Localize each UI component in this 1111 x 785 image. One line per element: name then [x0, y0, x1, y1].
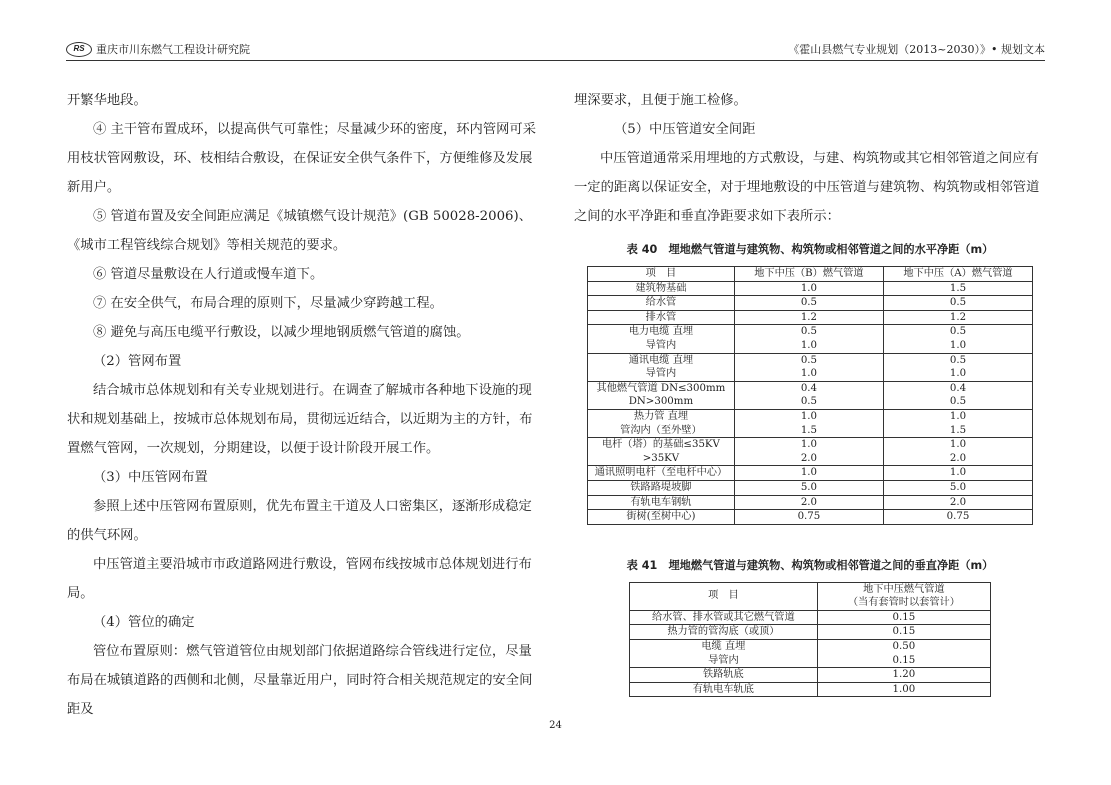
- table-40-cell-b: 5.0: [734, 480, 883, 495]
- table-40-cell-a: 2.0: [884, 495, 1033, 510]
- table-40-cell-b: 0.5: [734, 296, 883, 311]
- table-41-cell-item: 铁路轨底: [630, 668, 818, 683]
- table-40-cell-item: 通讯电缆 直埋 导管内: [588, 353, 735, 381]
- table-40-header-item: 项 目: [588, 267, 735, 282]
- right-paragraph: （5）中压管道安全间距: [614, 122, 756, 137]
- table-row: [630, 610, 991, 625]
- left-paragraph: ⑤ 管道布置及安全间距应满足《城镇燃气设计规范》(GB 50028-2006)、《城市工程管线综合规划》等相关规范的要求。: [67, 209, 532, 253]
- table-41-cell-item: 有轨电车轨底: [630, 682, 818, 697]
- table-40-cell-b: 1.0: [734, 466, 883, 481]
- table-41-cell-v: 1.00: [817, 682, 990, 697]
- table-row: [588, 409, 1033, 437]
- table-40-cell-item: 电力电缆 直埋 导管内: [588, 325, 735, 353]
- left-column: [67, 86, 537, 724]
- left-paragraph: （2）管网布置: [93, 354, 182, 369]
- table-41-header-item: 项 目: [630, 582, 818, 610]
- left-paragraph: （3）中压管网布置: [93, 470, 208, 485]
- left-paragraph: ⑦ 在安全供气，布局合理的原则下，尽量减少穿跨越工程。: [93, 296, 443, 311]
- table-40-cell-a: 5.0: [884, 480, 1033, 495]
- table-40-cell-item: 其他燃气管道 DN≤300mm DN>300mm: [588, 381, 735, 409]
- table-41-cell-v: 0.50 0.15: [817, 640, 990, 668]
- table-40-header-b: 地下中压（B）燃气管道: [734, 267, 883, 282]
- table-row: [630, 668, 991, 683]
- table-40-cell-b: 1.0 2.0: [734, 438, 883, 466]
- table-row: [630, 640, 991, 668]
- table-40-cell-a: 1.0 1.5: [884, 409, 1033, 437]
- table-41-caption: 表 41 埋地燃气管道与建筑物、构筑物或相邻管道之间的垂直净距（m）: [626, 558, 994, 572]
- table-40-cell-item: 给水管: [588, 296, 735, 311]
- company-logo-icon: RS: [66, 42, 92, 57]
- table-40-cell-a: 0.4 0.5: [884, 381, 1033, 409]
- table-40-cell-item: 电杆（塔）的基础≤35KV >35KV: [588, 438, 735, 466]
- table-41-cell-item: 给水管、排水管或其它燃气管道: [630, 610, 818, 625]
- table-row: [588, 381, 1033, 409]
- table-40-header-row: [588, 267, 1033, 282]
- table-40-cell-b: 0.5 1.0: [734, 325, 883, 353]
- table-40-cell-a: 0.5 1.0: [884, 353, 1033, 381]
- table-row: [588, 510, 1033, 525]
- table-41-cell-v: 0.15: [817, 610, 990, 625]
- header-left: [66, 41, 250, 57]
- right-paragraph: 埋深要求，且便于施工检修。: [574, 93, 747, 108]
- table-41-body: [630, 610, 991, 697]
- page-number: 24: [549, 720, 562, 731]
- table-40: [587, 266, 1033, 525]
- table-row: [630, 682, 991, 697]
- table-row: [588, 310, 1033, 325]
- table-40-cell-a: 1.0: [884, 466, 1033, 481]
- left-paragraph: ⑥ 管道尽量敷设在人行道或慢车道下。: [93, 267, 324, 282]
- table-row: [588, 296, 1033, 311]
- left-paragraph: ④ 主干管布置成环，以提高供气可靠性；尽量减少环的密度，环内管网可采用枝状管网敷设，环、枝相结合敷设，在保证安全供气条件下，方便维修及发展新用户。: [67, 122, 537, 195]
- table-40-caption: 表 40 埋地燃气管道与建筑物、构筑物或相邻管道之间的水平净距（m）: [626, 243, 994, 256]
- table-41-header-value: [817, 582, 990, 610]
- table-41-cell-v: 1.20: [817, 668, 990, 683]
- table-40-cell-item: 排水管: [588, 310, 735, 325]
- left-paragraph: ⑧ 避免与高压电缆平行敷设，以减少埋地钢质燃气管道的腐蚀。: [93, 325, 470, 340]
- table-40-cell-b: 0.5 1.0: [734, 353, 883, 381]
- table-40-cell-item: 街树(至树中心): [588, 510, 735, 525]
- table-row: [588, 325, 1033, 353]
- table-40-cell-b: 1.0 1.5: [734, 409, 883, 437]
- table-41: [629, 582, 991, 698]
- table-40-cell-b: 0.75: [734, 510, 883, 525]
- left-paragraph: 中压管道主要沿城市市政道路网进行敷设，管网布线按城市总体规划进行布局。: [67, 557, 532, 601]
- left-paragraph: 管位布置原则：燃气管道管位由规划部门依据道路综合管线进行定位，尽量布局在城镇道路的西侧和北侧，尽量靠近用户，同时符合相关规范规定的安全间距及: [67, 644, 533, 717]
- table-row: [588, 466, 1033, 481]
- table-row: [588, 495, 1033, 510]
- table-40-cell-b: 2.0: [734, 495, 883, 510]
- table-40-cell-a: 0.5 1.0: [884, 325, 1033, 353]
- right-paragraphs: [574, 86, 1046, 231]
- table-40-body: [588, 281, 1033, 524]
- left-paragraph: （4）管位的确定: [93, 615, 195, 630]
- table-40-cell-item: 建筑物基础: [588, 281, 735, 296]
- table-40-cell-a: 1.0 2.0: [884, 438, 1033, 466]
- table-40-cell-item: 通讯照明电杆（至电杆中心）: [588, 466, 735, 481]
- page-header: [66, 40, 1045, 61]
- table-row: [588, 281, 1033, 296]
- table-row: [630, 625, 991, 640]
- left-paragraph: 参照上述中压管网布置原则，优先布置主干道及人口密集区，逐渐形成稳定的供气环网。: [67, 499, 532, 543]
- table-40-cell-b: 0.4 0.5: [734, 381, 883, 409]
- table-40-cell-item: 热力管 直埋 管沟内（至外壁）: [588, 409, 735, 437]
- table-41-header-row: [630, 582, 991, 610]
- table-40-header-a: 地下中压（A）燃气管道: [884, 267, 1033, 282]
- right-paragraph: 中压管道通常采用埋地的方式敷设，与建、构筑物或其它相邻管道之间应有一定的距离以保证安全，对于埋地敷设的中压管道与建筑物、构筑物或相邻管道之间的水平净距和垂直净距要求如下表所示：: [574, 151, 1040, 224]
- table-40-cell-a: 0.75: [884, 510, 1033, 525]
- table-40-cell-item: 有轨电车钢轨: [588, 495, 735, 510]
- table-40-cell-a: 0.5: [884, 296, 1033, 311]
- organization-name: 重庆市川东燃气工程设计研究院: [96, 43, 250, 56]
- right-column: [574, 86, 1046, 697]
- table-40-cell-item: 铁路路堤坡脚: [588, 480, 735, 495]
- table-41-cell-item: 电缆 直埋 导管内: [630, 640, 818, 668]
- table-41-cell-item: 热力管的管沟底（或顶）: [630, 625, 818, 640]
- table-row: [588, 353, 1033, 381]
- table-row: [588, 438, 1033, 466]
- table-row: [588, 480, 1033, 495]
- left-paragraph: 结合城市总体规划和有关专业规划进行。在调查了解城市各种地下设施的现状和规划基础上，按城市总体规划布局，贯彻远近结合，以近期为主的方针，布置燃气管网，一次规划，分期建设，以便于设计阶段开展工作。: [67, 383, 533, 456]
- table-40-cell-a: 1.2: [884, 310, 1033, 325]
- table-40-cell-b: 1.2: [734, 310, 883, 325]
- table-41-cell-v: 0.15: [817, 625, 990, 640]
- document-title: 《霍山县燃气专业规划（2013~2030）》• 规划文本: [788, 43, 1045, 56]
- left-paragraph: 开繁华地段。: [67, 93, 147, 108]
- table-40-cell-a: 1.5: [884, 281, 1033, 296]
- table-40-cell-b: 1.0: [734, 281, 883, 296]
- table-41-header-value-text: 地下中压燃气管道 （当有套管时以套管计）: [847, 583, 960, 609]
